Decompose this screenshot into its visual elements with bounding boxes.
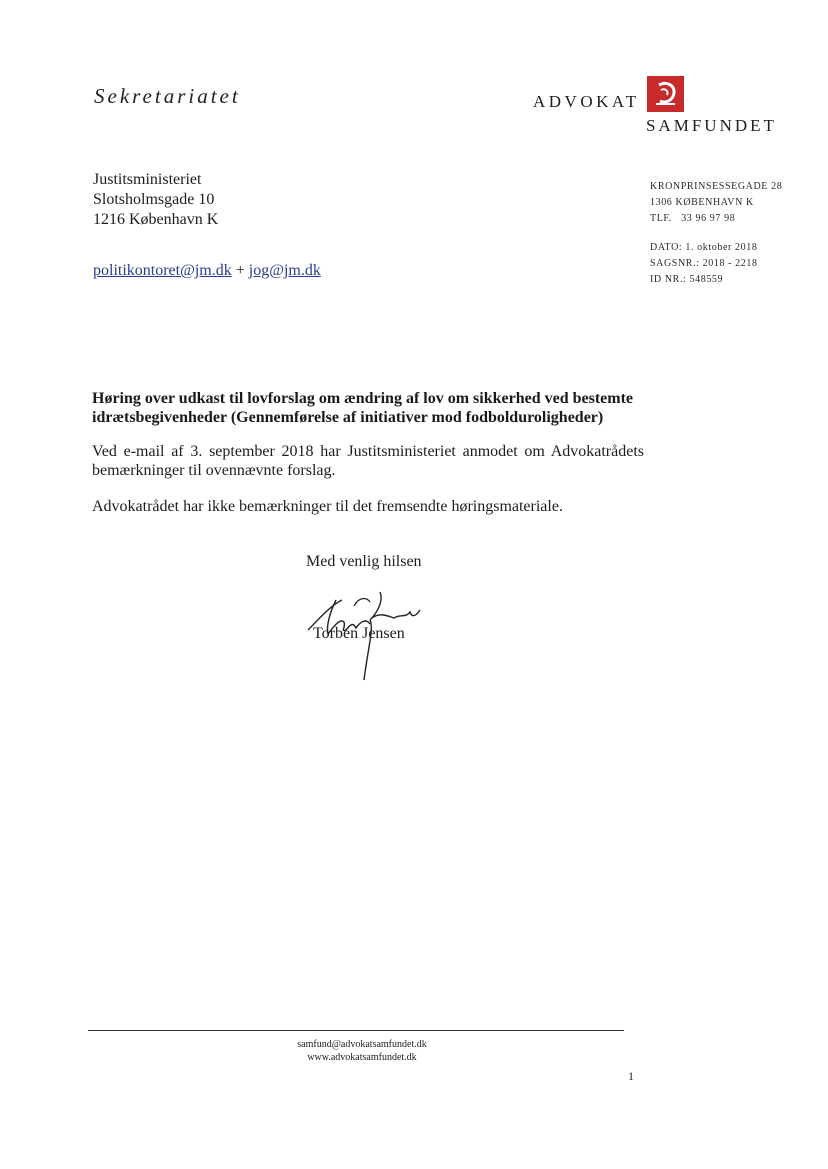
email-separator: + [235, 262, 245, 279]
letter-metadata [650, 240, 758, 288]
id-number-line [650, 272, 758, 288]
date-value: 1. oktober 2018 [685, 242, 758, 253]
id-number-value: 548559 [689, 274, 724, 285]
case-label: SAGSNR.: [650, 258, 700, 269]
sender-address [650, 179, 782, 227]
recipient-address [93, 170, 218, 230]
case-number-value: 2018 - 2218 [702, 258, 758, 269]
logo-text-top: ADVOKAT [533, 92, 640, 111]
email-link-jog[interactable]: jog@jm.dk [248, 262, 321, 279]
footer-divider [88, 1030, 624, 1031]
phone-number: 33 96 97 98 [681, 213, 736, 224]
recipient-street: Slotsholmsgade 10 [93, 191, 215, 208]
body-paragraph-1: Ved e-mail af 3. september 2018 har Justitsministeriet anmodet om Advokatrådets bemærkninger til ovennævnte forslag. [92, 443, 644, 479]
letter-subject: Høring over udkast til lovforslag om ændring af lov om sikkerhed ved bestemte idrætsbegivenheder (Gennemførelse af initiativer mod fodbolduroligheder) [92, 390, 634, 426]
footer-contact [280, 1038, 444, 1064]
id-label: ID NR.: [650, 274, 687, 285]
signer-name: Torben Jensen [313, 625, 405, 642]
sender-phone-line [650, 211, 782, 227]
date-line [650, 240, 758, 256]
email-link-politikontoret[interactable]: politikontoret@jm.dk [93, 262, 232, 279]
page-number: 1 [628, 1069, 634, 1083]
footer-email[interactable]: samfund@advokatsamfundet.dk [297, 1039, 427, 1050]
closing-greeting: Med venlig hilsen [306, 553, 422, 570]
body-paragraph-2: Advokatrådet har ikke bemærkninger til det fremsendte høringsmateriale. [92, 498, 563, 515]
phone-label: TLF. [650, 213, 672, 224]
recipient-name: Justitsministeriet [93, 171, 202, 188]
logo-text-bottom: SAMFUNDET [646, 116, 777, 135]
footer-website[interactable]: www.advokatsamfundet.dk [307, 1052, 417, 1063]
sender-street: KRONPRINSESSEGADE 28 [650, 181, 783, 192]
case-number-line [650, 256, 758, 272]
date-label: DATO: [650, 242, 683, 253]
recipient-emails [93, 262, 321, 280]
department-heading: Sekretariatet [94, 84, 241, 108]
logo-emblem-icon [647, 76, 684, 112]
sender-city: 1306 KØBENHAVN K [650, 197, 754, 208]
recipient-city: 1216 København K [93, 211, 219, 228]
